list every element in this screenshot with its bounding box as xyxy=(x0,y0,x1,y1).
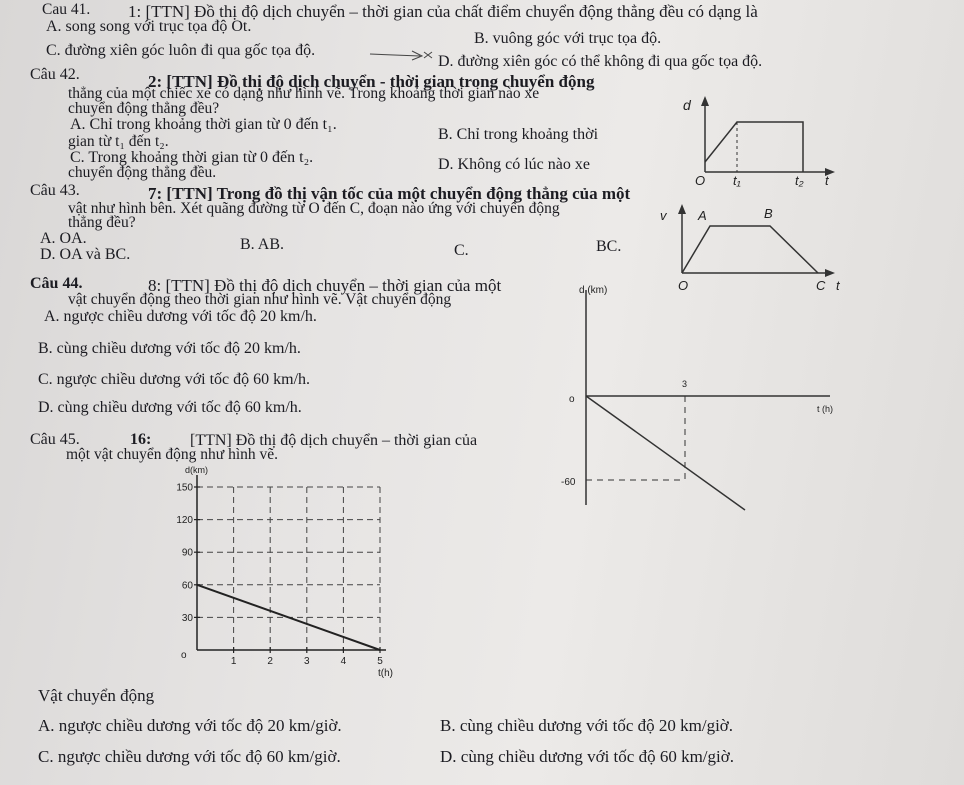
q43-graph xyxy=(660,198,860,293)
q44-graph-tick-t: 3 xyxy=(682,379,688,389)
q43-option-c: C. xyxy=(454,242,469,259)
q42-option-a-cont: gian từ t₁ đến t₂. xyxy=(68,133,169,150)
q42-graph-xlabel: t xyxy=(825,173,829,188)
q43-option-d: D. OA và BC. xyxy=(40,246,131,263)
q43-graph-a: A xyxy=(698,208,707,223)
q43-label: Câu 43. xyxy=(30,182,80,199)
q41-header: Cau 41. xyxy=(42,1,91,18)
q43-graph-origin: O xyxy=(678,278,689,293)
q43-title: 7: [TTN] Trong đồ thị vận tốc của một chuyển động thẳng của một xyxy=(148,184,631,203)
q42-line3: chuyển động thẳng đều? xyxy=(68,100,220,117)
q45-option-a: A. ngược chiều dương với tốc độ 20 km/giờ. xyxy=(38,716,342,735)
q42-option-d: D. Không có lúc nào xe xyxy=(438,156,590,173)
x-tick-label: 3 xyxy=(304,656,310,667)
q43-graph-b: B xyxy=(764,206,773,221)
q42-option-c-cont: chuyển động thẳng đều. xyxy=(68,164,217,181)
q45-label: Câu 45. xyxy=(30,431,80,448)
q42-title: 2: [TTN] Đồ thị độ dịch chuyển - thời gian trong chuyển động xyxy=(148,72,595,91)
q41-title: 1: [TTN] Đồ thị độ dịch chuyển – thời gian của chất điểm chuyển động thẳng đều có dạng là xyxy=(128,2,758,21)
x-tick-label: 4 xyxy=(340,656,347,667)
q44-graph-ylabel: d (km) xyxy=(579,285,608,296)
y-tick-label: 60 xyxy=(181,580,193,592)
y-tick-label: 30 xyxy=(181,612,193,624)
q41-option-a: A. song song với trục tọa độ Ot. xyxy=(46,18,252,35)
q42-line2: thẳng của một chiếc xe có dạng như hình vẽ. Trong khoảng thời gian nào xe xyxy=(68,85,540,102)
q44-option-d: D. cùng chiều dương với tốc độ 60 km/h. xyxy=(38,399,302,416)
q43-graph-xlabel: t xyxy=(836,278,840,293)
q44-option-c: C. ngược chiều dương với tốc độ 60 km/h. xyxy=(38,371,311,388)
q44-label: Câu 44. xyxy=(30,275,83,292)
q43-graph-ylabel: v xyxy=(660,208,667,223)
y-tick-label: 150 xyxy=(176,482,193,494)
q43-option-b: B. AB. xyxy=(240,236,285,253)
q43-option-c-value: BC. xyxy=(596,238,622,255)
q44-graph-tick-d: -60 xyxy=(561,477,576,488)
q43-graph-c: C xyxy=(816,278,826,293)
q45-line2: một vật chuyển động như hình vẽ. xyxy=(66,446,279,463)
x-tick-label: 1 xyxy=(230,656,237,667)
q45-after-text: Vật chuyển động xyxy=(38,686,155,705)
x-axis-label: t(h) xyxy=(378,668,393,679)
q43-line3: thẳng đều? xyxy=(68,214,136,231)
q45-option-c: C. ngược chiều dương với tốc độ 60 km/giờ. xyxy=(38,747,341,766)
q42-graph xyxy=(665,92,845,187)
q45-chart xyxy=(150,462,410,679)
handwritten-arrow-mark xyxy=(368,44,438,64)
q44-graph-xlabel: t (h) xyxy=(817,404,834,414)
q45-option-b: B. cùng chiều dương với tốc độ 20 km/giờ. xyxy=(440,716,734,735)
q45-option-d: D. cùng chiều dương với tốc độ 60 km/giờ. xyxy=(440,747,734,766)
q44-line2: vật chuyển động theo thời gian như hình vẽ. Vật chuyển động xyxy=(68,291,452,308)
x-tick-label: 5 xyxy=(377,656,383,667)
q42-label: Câu 42. xyxy=(30,66,80,83)
q45-title: [TTN] Đồ thị độ dịch chuyển – thời gian của xyxy=(190,432,478,449)
y-tick-label: 90 xyxy=(181,547,193,559)
q41-option-d: D. đường xiên góc có thể không đi qua gốc tọa độ. xyxy=(438,53,763,70)
q44-option-a: A. ngược chiều dương với tốc độ 20 km/h. xyxy=(44,308,317,325)
origin-label: o xyxy=(181,650,187,661)
q42-graph-ylabel: d xyxy=(683,97,691,113)
q43-line2: vật như hình bên. Xét quãng đường từ O đến C, đoạn nào ứng với chuyển động xyxy=(68,200,560,217)
x-tick-label: 2 xyxy=(267,656,273,667)
q43-option-a: A. OA. xyxy=(40,230,87,247)
q44-graph xyxy=(545,280,845,520)
q44-graph-origin: o xyxy=(569,394,575,405)
q42-graph-t1: t₁ xyxy=(733,173,741,188)
q41-option-b: B. vuông góc với trục tọa độ. xyxy=(474,30,662,47)
q42-graph-origin: O xyxy=(695,173,706,188)
q42-option-c: C. Trong khoảng thời gian từ 0 đến t₂. xyxy=(70,149,314,166)
q42-graph-t2: t₂ xyxy=(795,173,804,188)
q42-option-a: A. Chỉ trong khoảng thời gian từ 0 đến t₁. xyxy=(70,116,337,133)
q44-title: 8: [TTN] Đồ thị độ dịch chuyển – thời gian của một xyxy=(148,276,502,295)
q45-number: 16: xyxy=(130,431,152,448)
y-tick-label: 120 xyxy=(176,515,193,527)
q44-option-b: B. cùng chiều dương với tốc độ 20 km/h. xyxy=(38,340,301,357)
q42-option-b: B. Chỉ trong khoảng thời xyxy=(438,126,599,143)
q41-option-c: C. đường xiên góc luôn đi qua gốc tọa độ. xyxy=(46,42,316,59)
y-axis-label: d(km) xyxy=(185,465,208,475)
